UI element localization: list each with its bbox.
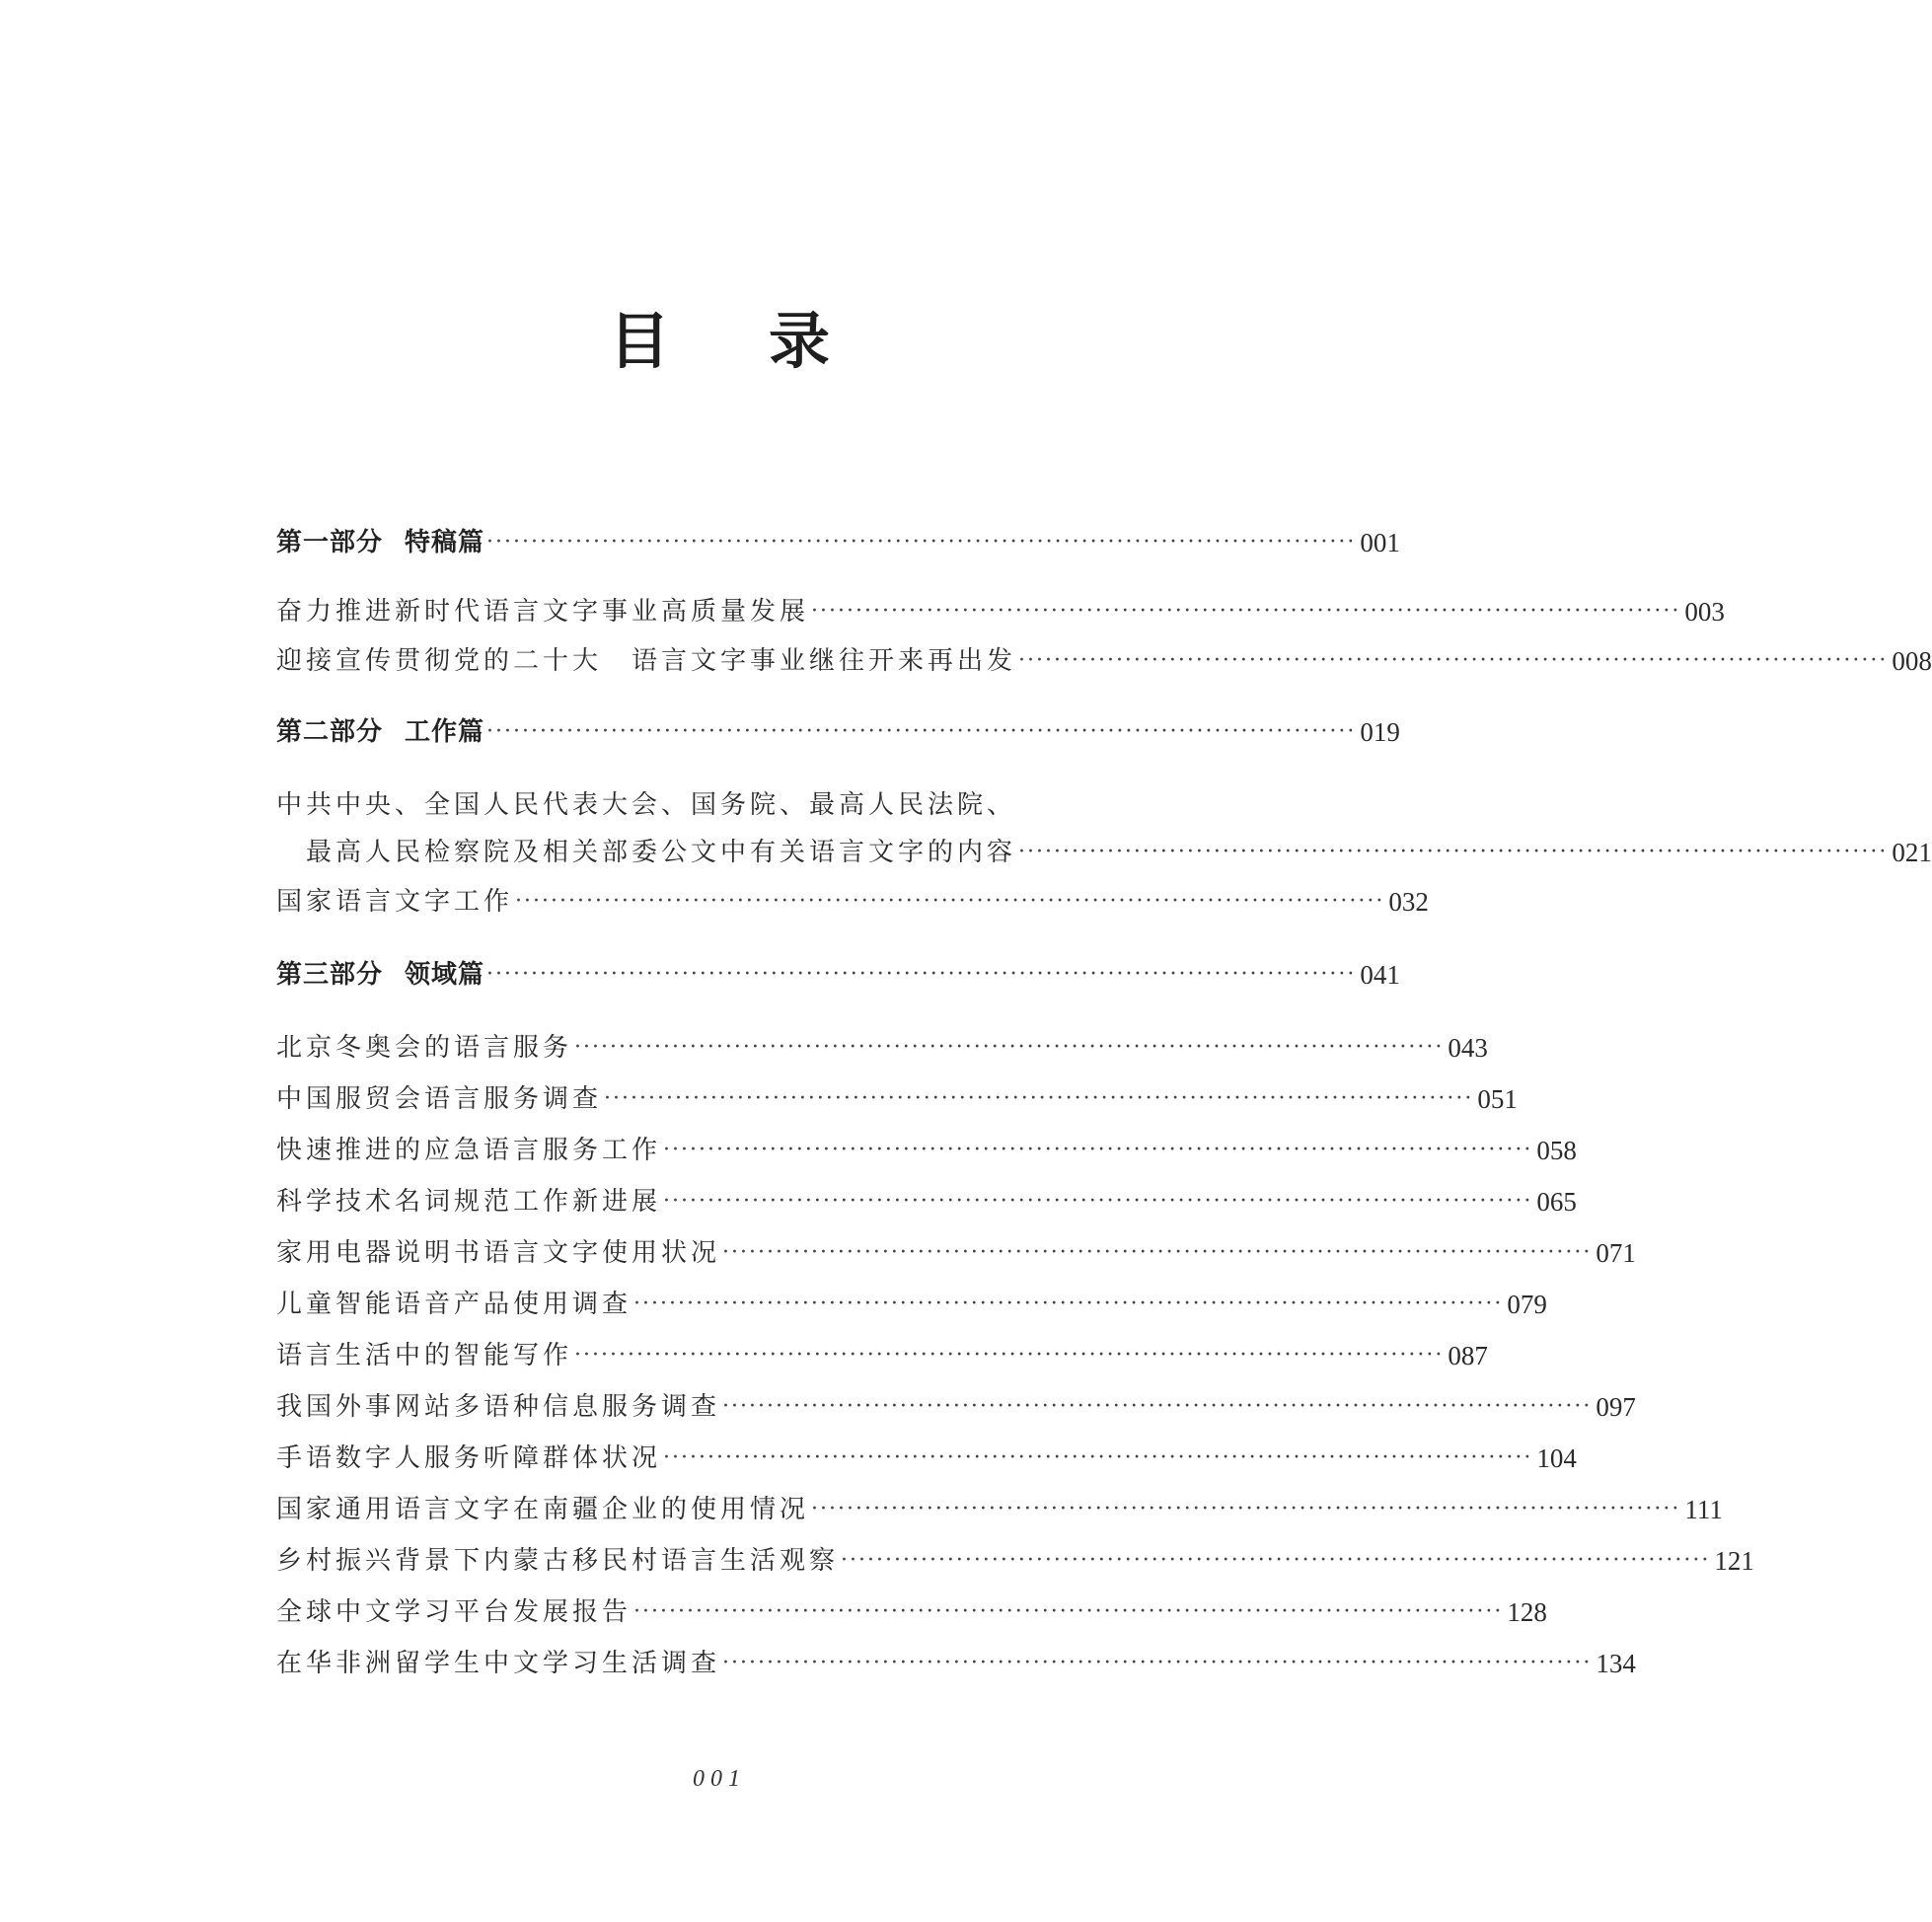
toc-entry[interactable] (276, 639, 1932, 683)
toc-entry[interactable] (276, 880, 1429, 924)
entry-title: 乡村振兴背景下内蒙古移民村语言生活观察 (276, 1546, 840, 1576)
dot-leader: ·································································································· (1018, 840, 1889, 864)
entry-title: 中共中央、全国人民代表大会、国务院、最高人民法院、 (276, 790, 1017, 820)
part-name: 特稿篇 (405, 528, 485, 557)
entry-title: 国家通用语言文字在南疆企业的使用情况 (276, 1495, 810, 1524)
page-number: 071 (1596, 1238, 1636, 1268)
dot-leader: ·································································································· (633, 1599, 1504, 1624)
dot-leader: ·································································································· (841, 1548, 1711, 1573)
dot-leader: ·································································································· (722, 1240, 1593, 1265)
toc-part-3[interactable] (276, 953, 1400, 997)
dot-leader: ·································································································· (722, 1394, 1593, 1419)
page-number: 043 (1448, 1033, 1488, 1063)
page-number: 008 (1892, 646, 1932, 676)
toc-entry-line1[interactable] (276, 783, 1214, 827)
part-name: 领域篇 (405, 960, 485, 990)
page-folio: 001 (693, 1766, 746, 1792)
entry-title: 在华非洲留学生中文学习生活调查 (276, 1649, 721, 1678)
entry-title: 快速推进的应急语言服务工作 (276, 1136, 662, 1165)
dot-leader: ·································································································· (663, 1189, 1533, 1214)
toc-entry[interactable] (276, 1334, 1488, 1377)
entry-title: 迎接宣传贯彻党的二十大 语言文字事业继往开来再出发 (276, 646, 1017, 676)
page-number: 032 (1388, 887, 1429, 917)
page-number: 121 (1714, 1546, 1754, 1576)
dot-leader: ·································································································· (486, 530, 1357, 554)
toc-entry[interactable] (276, 1539, 1754, 1583)
page-title: 目录 (608, 305, 929, 377)
dot-leader: ·································································································· (574, 1035, 1445, 1060)
page-number: 051 (1477, 1084, 1518, 1114)
page-number: 021 (1892, 838, 1932, 867)
page-number: 111 (1684, 1495, 1723, 1524)
toc-entry[interactable] (276, 1129, 1577, 1172)
dot-leader: ·································································································· (633, 1292, 1504, 1316)
page-number: 019 (1360, 717, 1400, 747)
part-name: 工作篇 (405, 717, 485, 747)
page-number: 087 (1448, 1341, 1488, 1370)
dot-leader: ·································································································· (574, 1343, 1445, 1368)
entry-title: 全球中文学习平台发展报告 (276, 1597, 632, 1627)
toc-entry[interactable] (276, 1590, 1547, 1634)
page-number: 097 (1596, 1392, 1636, 1422)
page-number: 128 (1507, 1597, 1547, 1627)
toc-entry[interactable] (276, 1385, 1636, 1429)
dot-leader: ·································································································· (486, 962, 1357, 987)
part-label: 第三部分 (276, 960, 384, 990)
toc-entry-line2[interactable] (306, 831, 1932, 874)
entry-title: 手语数字人服务听障群体状况 (276, 1443, 662, 1473)
dot-leader: ·································································································· (811, 599, 1681, 624)
toc-entry[interactable] (276, 590, 1725, 633)
dot-leader: ·································································································· (811, 1497, 1681, 1521)
part-label: 第一部分 (276, 528, 384, 557)
part-label: 第二部分 (276, 717, 384, 747)
dot-leader: ·································································································· (663, 1445, 1533, 1470)
page-number: 058 (1536, 1136, 1577, 1165)
toc-entry[interactable] (276, 1180, 1577, 1223)
toc-entry[interactable] (276, 1026, 1488, 1070)
page-number: 065 (1536, 1187, 1577, 1217)
entry-title-continued: 最高人民检察院及相关部委公文中有关语言文字的内容 (306, 838, 1017, 867)
toc-entry[interactable] (276, 1437, 1577, 1480)
dot-leader: ·································································································· (604, 1086, 1474, 1111)
entry-title: 我国外事网站多语种信息服务调查 (276, 1392, 721, 1422)
entry-title: 国家语言文字工作 (276, 887, 514, 917)
entry-title: 中国服贸会语言服务调查 (276, 1084, 603, 1114)
page-number: 001 (1360, 528, 1400, 557)
toc-entry[interactable] (276, 1488, 1723, 1531)
entry-title: 儿童智能语音产品使用调查 (276, 1290, 632, 1319)
dot-leader: ·································································································· (722, 1651, 1593, 1675)
toc-entry[interactable] (276, 1642, 1636, 1685)
entry-title: 语言生活中的智能写作 (276, 1341, 573, 1370)
dot-leader: ·································································································· (663, 1138, 1533, 1162)
page-number: 003 (1684, 597, 1725, 627)
entry-title: 北京冬奥会的语言服务 (276, 1033, 573, 1063)
dot-leader: ·································································································· (1018, 648, 1889, 673)
page-number: 104 (1536, 1443, 1577, 1473)
toc-part-2[interactable] (276, 710, 1400, 754)
toc-entry[interactable] (276, 1077, 1518, 1121)
page-number: 041 (1360, 960, 1400, 990)
toc-part-1[interactable] (276, 521, 1400, 564)
toc-entry[interactable] (276, 1283, 1547, 1326)
dot-leader: ·································································································· (486, 719, 1357, 744)
entry-title: 科学技术名词规范工作新进展 (276, 1187, 662, 1217)
entry-title: 家用电器说明书语言文字使用状况 (276, 1238, 721, 1268)
page-number: 134 (1596, 1649, 1636, 1678)
toc-entry[interactable] (276, 1231, 1636, 1275)
dot-leader: ·································································································· (515, 889, 1385, 914)
entry-title: 奋力推进新时代语言文字事业高质量发展 (276, 597, 810, 627)
page-number: 079 (1507, 1290, 1547, 1319)
